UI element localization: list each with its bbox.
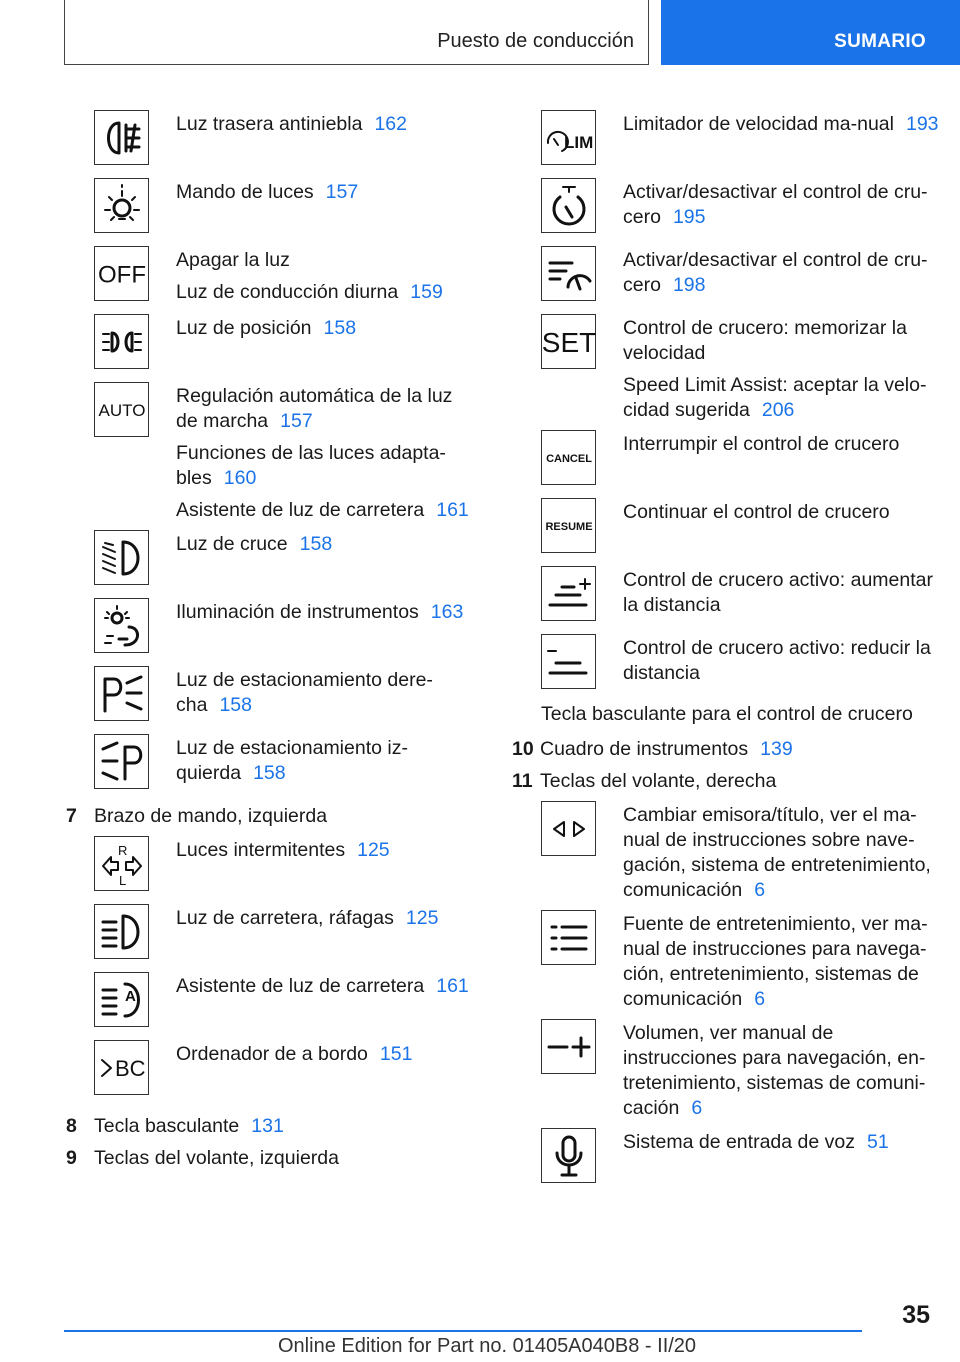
entry-description <box>176 1040 476 1074</box>
item-text: Brazo de mando, izquierda <box>94 805 328 827</box>
entry-description <box>623 1019 942 1128</box>
description-text: Fuente de entretenimiento, ver ma-nual de instrucciones para navega-ción, entretenimiento, sistemas de comunicación <box>623 913 928 1010</box>
icon-entry <box>94 734 476 802</box>
description-paragraph <box>176 736 476 786</box>
prev-next-icon <box>541 801 596 856</box>
page-reference-link[interactable]: 125 <box>357 839 390 861</box>
summary-button-label: SUMARIO <box>834 31 926 52</box>
rear-fog-light-icon <box>94 110 149 165</box>
footer-divider <box>64 1330 862 1332</box>
description-text: Cambiar emisora/título, ver el ma-nual de instrucciones sobre nave-gación, sistema de entretenimiento, comunicación <box>623 804 931 901</box>
right-icon-list-a <box>512 110 942 702</box>
page-reference-link[interactable]: 198 <box>672 274 706 296</box>
left-icon-list-b <box>66 836 476 1108</box>
turn-signal-icon <box>94 836 149 891</box>
list-item-7 <box>66 804 476 829</box>
description-paragraph <box>623 1130 942 1155</box>
description-text: Speed Limit Assist: aceptar la velo-cidad sugerida <box>623 374 927 421</box>
description-paragraph <box>623 500 942 525</box>
edition-footer: Online Edition for Part no. 01405A040B8 - II/20 <box>278 1335 697 1357</box>
description-paragraph <box>623 432 942 457</box>
description-text: Mando de luces <box>176 181 314 203</box>
icon-label: BC <box>114 1055 146 1081</box>
list-item-9 <box>66 1146 476 1171</box>
description-text: Regulación automática de la luz de marcha <box>176 385 453 432</box>
icon-entry <box>94 666 476 734</box>
page-reference-link[interactable]: 158 <box>253 762 286 784</box>
icon-entry <box>541 246 942 314</box>
item-text: Teclas del volante, derecha <box>540 770 777 792</box>
high-beam-assist-icon <box>94 972 149 1027</box>
icon-entry <box>541 634 942 702</box>
auto-icon <box>94 382 149 437</box>
description-paragraph <box>176 180 476 205</box>
entry-description <box>176 314 476 348</box>
description-text: Asistente de luz de carretera <box>176 975 425 997</box>
entry-description <box>623 1128 942 1162</box>
description-text: Asistente de luz de carretera <box>176 499 425 521</box>
description-paragraph <box>623 112 942 137</box>
item-number: 10 <box>512 738 534 760</box>
description-text: Ordenador de a bordo <box>176 1043 368 1065</box>
description-text: Control de crucero activo: aumentar la distancia <box>623 569 933 616</box>
page-reference-link[interactable]: 157 <box>325 181 359 203</box>
item-text: Tecla basculante <box>94 1115 240 1137</box>
description-paragraph <box>623 373 942 423</box>
icon-entry <box>541 110 942 178</box>
description-text: Apagar la luz <box>176 249 290 271</box>
list-item-10 <box>512 737 942 762</box>
icon-entry <box>94 598 476 666</box>
page-number: 35 <box>902 1301 930 1329</box>
icon-entry <box>94 836 476 904</box>
page-reference-link[interactable]: 158 <box>219 694 252 716</box>
page-reference-link[interactable]: 161 <box>436 975 469 997</box>
page-reference-link[interactable]: 161 <box>436 499 469 521</box>
description-text: Luz de conducción diurna <box>176 281 399 303</box>
page-reference-link[interactable]: 139 <box>760 738 793 760</box>
entry-description <box>623 110 942 144</box>
left-icon-list-a <box>66 110 476 802</box>
icon-entry <box>541 566 942 634</box>
entry-description <box>176 972 476 1006</box>
icon-entry <box>541 498 942 566</box>
entry-description <box>176 246 476 312</box>
list-item-11 <box>512 769 942 794</box>
page-reference-link[interactable]: 6 <box>754 988 766 1010</box>
description-text: Luz de posición <box>176 317 312 339</box>
page-reference-link[interactable]: 125 <box>405 907 439 929</box>
description-text: Luz trasera antiniebla <box>176 113 363 135</box>
description-paragraph <box>176 838 476 863</box>
page-reference-link[interactable]: 195 <box>672 206 706 228</box>
entry-description <box>623 634 942 693</box>
right-column <box>512 110 942 1190</box>
description-text: Luz de cruce <box>176 533 288 555</box>
item-text: Cuadro de instrumentos <box>540 738 749 760</box>
icon-entry <box>541 314 942 430</box>
page-reference-link[interactable]: 6 <box>691 1097 703 1119</box>
description-text: Luz de estacionamiento dere-cha <box>176 669 433 716</box>
entry-description <box>176 666 476 725</box>
speed-limiter-icon <box>541 110 596 165</box>
icon-label: RESUME <box>544 520 593 533</box>
icon-label: SET <box>541 326 596 358</box>
description-paragraph <box>176 248 476 273</box>
description-paragraph <box>176 974 476 999</box>
icon-entry <box>541 430 942 498</box>
item-number: 8 <box>66 1115 77 1137</box>
bc-icon <box>94 1040 149 1095</box>
icon-entry <box>94 972 476 1040</box>
description-paragraph <box>623 316 942 366</box>
rocker-caption: Tecla basculante para el control de crucero <box>541 703 913 725</box>
page-reference-link[interactable]: 158 <box>323 317 357 339</box>
entry-description <box>176 734 476 793</box>
list-item-8 <box>66 1114 476 1139</box>
entry-description <box>176 110 476 144</box>
entry-description <box>623 430 942 464</box>
entry-description <box>176 382 476 530</box>
description-paragraph <box>623 803 942 903</box>
icon-entry <box>94 1040 476 1108</box>
icon-entry <box>541 910 942 1019</box>
entry-description <box>623 566 942 625</box>
volume-icon <box>541 1019 596 1074</box>
entry-description <box>623 314 942 430</box>
entry-description <box>176 530 476 564</box>
description-text: Luz de estacionamiento iz-quierda <box>176 737 408 784</box>
description-text: Volumen, ver manual de instrucciones para navegación, en-tretenimiento, sistemas de comuni-cación <box>623 1022 926 1119</box>
item-text: Teclas del volante, izquierda <box>94 1147 339 1169</box>
description-paragraph <box>176 668 476 718</box>
left-column <box>66 110 476 1178</box>
page-reference-link[interactable]: 51 <box>866 1131 889 1153</box>
item-number: 7 <box>66 805 77 827</box>
entry-description <box>176 598 476 632</box>
description-paragraph <box>176 906 476 931</box>
description-paragraph <box>176 441 476 491</box>
distance-increase-icon <box>541 566 596 621</box>
icon-entry <box>94 382 476 530</box>
icon-entry <box>541 1019 942 1128</box>
description-paragraph <box>176 1042 476 1067</box>
description-paragraph <box>623 1021 942 1121</box>
page-reference-link[interactable]: 151 <box>379 1043 413 1065</box>
icon-entry <box>94 246 476 314</box>
icon-entry <box>94 904 476 972</box>
icon-entry <box>94 314 476 382</box>
light-switch-icon <box>94 178 149 233</box>
description-text: Luz de carretera, ráfagas <box>176 907 394 929</box>
icon-entry <box>94 110 476 178</box>
description-text: Limitador de velocidad ma-nual <box>623 113 894 135</box>
description-text: Interrumpir el control de crucero <box>623 433 900 455</box>
description-text: Iluminación de instrumentos <box>176 601 419 623</box>
description-paragraph <box>623 636 942 686</box>
page-reference-link[interactable]: 193 <box>905 113 939 135</box>
description-paragraph <box>623 912 942 1012</box>
description-paragraph <box>176 600 476 625</box>
summary-button[interactable] <box>661 0 960 65</box>
page-reference-link[interactable]: 157 <box>280 410 313 432</box>
header-section-box <box>64 0 649 65</box>
description-paragraph <box>176 280 476 305</box>
description-text: Funciones de las luces adapta-bles <box>176 442 446 489</box>
cancel-icon <box>541 430 596 485</box>
icon-label: LIM <box>563 132 593 152</box>
description-text: Continuar el control de crucero <box>623 501 890 523</box>
icon-label: AUTO <box>98 400 145 420</box>
description-paragraph <box>176 532 476 557</box>
entry-description <box>623 498 942 532</box>
icon-entry <box>541 1128 942 1190</box>
resume-icon <box>541 498 596 553</box>
page-reference-link[interactable]: 159 <box>410 281 443 303</box>
description-paragraph <box>176 316 476 341</box>
page-reference-link[interactable]: 6 <box>754 879 766 901</box>
description-paragraph <box>176 384 476 434</box>
list-icon <box>541 910 596 965</box>
low-beam-icon <box>94 530 149 585</box>
description-text: Activar/desactivar el control de cru-cero <box>623 249 928 296</box>
description-paragraph <box>176 498 476 523</box>
high-beam-icon <box>94 904 149 959</box>
page-reference-link[interactable]: 131 <box>251 1115 284 1137</box>
description-paragraph <box>623 568 942 618</box>
page-reference-link[interactable]: 163 <box>430 601 464 623</box>
entry-description <box>176 178 476 212</box>
entry-description <box>623 910 942 1019</box>
parking-lights-icon <box>94 314 149 369</box>
distance-decrease-icon <box>541 634 596 689</box>
description-text: Control de crucero activo: reducir la distancia <box>623 637 931 684</box>
page-reference-link[interactable]: 162 <box>374 113 407 135</box>
item-number: 9 <box>66 1147 77 1169</box>
entry-description <box>623 246 942 305</box>
acc-toggle-icon <box>541 246 596 301</box>
item-number: 11 <box>512 770 533 792</box>
page-reference-link[interactable]: 206 <box>761 399 795 421</box>
icon-entry <box>541 178 942 246</box>
description-text: Activar/desactivar el control de cru-cero <box>623 181 928 228</box>
microphone-icon <box>541 1128 596 1183</box>
description-text: Sistema de entrada de voz <box>623 1131 855 1153</box>
icon-label: CANCEL <box>545 452 592 465</box>
cruise-toggle-icon <box>541 178 596 233</box>
entry-description <box>623 178 942 237</box>
description-text: Control de crucero: memorizar la velocidad <box>623 317 907 364</box>
entry-description <box>176 836 476 870</box>
entry-description <box>176 904 476 938</box>
entry-description <box>623 801 942 910</box>
instrument-lighting-icon <box>94 598 149 653</box>
description-text: Luces intermitentes <box>176 839 346 861</box>
page-reference-link[interactable]: 160 <box>223 467 257 489</box>
off-icon <box>94 246 149 301</box>
section-title: Puesto de conducción <box>437 30 634 52</box>
icon-entry <box>541 801 942 910</box>
description-paragraph <box>176 112 476 137</box>
icon-entry <box>94 530 476 598</box>
description-paragraph <box>623 248 942 298</box>
page-reference-link[interactable]: 158 <box>299 533 333 555</box>
description-paragraph <box>623 180 942 230</box>
icon-entry <box>94 178 476 246</box>
parking-light-right-icon <box>94 666 149 721</box>
parking-light-left-icon <box>94 734 149 789</box>
set-icon <box>541 314 596 369</box>
right-icon-list-b <box>512 801 942 1190</box>
icon-label: OFF <box>97 261 146 289</box>
